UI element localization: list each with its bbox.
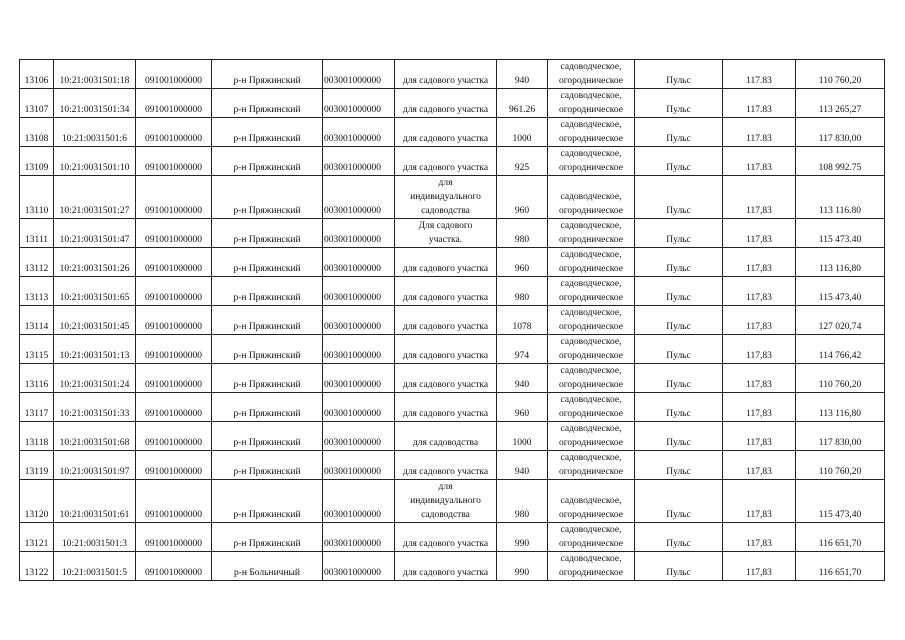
cell-rate: 117,83 [723,422,796,451]
cell-id: 13120 [20,480,54,523]
cell-area: 960 [497,176,548,219]
cell-use [548,176,635,219]
cell-use [548,393,635,422]
cell-cadastral-value: 113 265,27 [796,89,885,118]
cell-use [548,364,635,393]
cell-okato: 091001000000 [136,364,212,393]
cell-organization: Пульс [635,176,723,219]
cell-cadastral-value: 113 116,80 [796,393,885,422]
cell-organization: Пульс [635,277,723,306]
cell-purpose-line: для [438,482,453,492]
cell-code: 003001000000 [323,89,395,118]
cell-cadastral-value: 117 830,00 [796,422,885,451]
cell-okato: 091001000000 [136,480,212,523]
table-row [20,480,885,523]
cell-okato: 091001000000 [136,393,212,422]
table-row [20,335,885,364]
cell-okato: 091001000000 [136,422,212,451]
cell-cadastral-number: 10:21:0031501:45 [54,306,136,335]
cell-area: 960 [497,393,548,422]
cell-cadastral-number: 10:21:0031501:18 [54,60,136,89]
cell-purpose [395,89,497,118]
cell-use-line: огородническое [558,380,624,390]
cell-cadastral-value: 113 116.80 [796,176,885,219]
cell-okato: 091001000000 [136,248,212,277]
cell-use-line: огородническое [558,163,624,173]
cell-organization: Пульс [635,364,723,393]
cell-use-line: садоводческое, [560,120,622,130]
cell-use-line: садоводческое, [560,496,622,506]
cell-id: 13116 [20,364,54,393]
cell-purpose [395,277,497,306]
cell-use-line: огородническое [558,568,624,578]
cell-rate: 117,83 [723,364,796,393]
table-row [20,523,885,552]
cell-okato: 091001000000 [136,523,212,552]
cell-cadastral-value: 108 992.75 [796,147,885,176]
table-row [20,277,885,306]
cell-purpose-line: для садового участка [402,163,489,173]
cell-use-line: садоводческое, [560,279,622,289]
cell-rate: 117,83 [723,277,796,306]
cell-code: 003001000000 [323,60,395,89]
cell-use [548,89,635,118]
cell-district: р-н Пряжинский [212,393,323,422]
table-row [20,118,885,147]
cell-cadastral-number: 10:21:0031501:34 [54,89,136,118]
cell-code: 003001000000 [323,451,395,480]
cell-cadastral-value: 115 473.40 [796,219,885,248]
cell-purpose-line: участка. [428,235,463,245]
cell-district: р-н Пряжинский [212,480,323,523]
cell-use [548,306,635,335]
cell-id: 13117 [20,393,54,422]
cell-use [548,118,635,147]
cell-code: 003001000000 [323,277,395,306]
cell-id: 13115 [20,335,54,364]
cell-use-line: садоводческое, [560,395,622,405]
cell-id: 13119 [20,451,54,480]
cell-area: 960 [497,248,548,277]
cell-organization: Пульс [635,451,723,480]
cell-district: р-н Пряжинский [212,176,323,219]
cell-code: 003001000000 [323,176,395,219]
cell-organization: Пульс [635,60,723,89]
cell-rate: 117,83 [723,552,796,581]
cell-use-line: садоводческое, [560,424,622,434]
cell-purpose [395,480,497,523]
cell-purpose-line: для садового участка [402,134,489,144]
cell-purpose-line: для садового участка [402,409,489,419]
cell-use-line: огородническое [558,293,624,303]
cell-organization: Пульс [635,118,723,147]
cell-use-line: садоводческое, [560,337,622,347]
cell-purpose-line: для [438,178,453,188]
cell-id: 13106 [20,60,54,89]
cell-code: 003001000000 [323,335,395,364]
cell-okato: 091001000000 [136,219,212,248]
cell-id: 13122 [20,552,54,581]
cell-use-line: огородническое [558,467,624,477]
cell-organization: Пульс [635,552,723,581]
cell-id: 13113 [20,277,54,306]
table-row [20,306,885,335]
cell-use-line: огородническое [558,322,624,332]
cell-purpose-line: садоводства [421,510,470,520]
cell-cadastral-number: 10:21:0031501:3 [54,523,136,552]
cell-cadastral-value: 114 766,42 [796,335,885,364]
cell-district: р-н Пряжинский [212,219,323,248]
cell-district: р-н Пряжинский [212,451,323,480]
cell-area: 1000 [497,422,548,451]
cell-id: 13110 [20,176,54,219]
cell-use-line: садоводческое, [560,366,622,376]
cell-purpose-line: для садового участка [402,568,489,578]
cell-cadastral-number: 10:21:0031501:33 [54,393,136,422]
cell-district: р-н Больничный [212,552,323,581]
table-row [20,60,885,89]
cell-district: р-н Пряжинский [212,89,323,118]
cell-cadastral-value: 110 760,20 [796,451,885,480]
cell-area: 974 [497,335,548,364]
cell-use-line: садоводческое, [560,62,622,72]
cell-area: 925 [497,147,548,176]
cell-id: 13109 [20,147,54,176]
cell-district: р-н Пряжинский [212,364,323,393]
cell-use-line: садоводческое, [560,221,622,231]
cell-use [548,523,635,552]
cell-purpose [395,176,497,219]
cell-area: 961.26 [497,89,548,118]
cell-rate: 117,83 [723,306,796,335]
cell-okato: 091001000000 [136,176,212,219]
cell-organization: Пульс [635,523,723,552]
cell-use-line: огородническое [558,351,624,361]
table-row [20,89,885,118]
cell-okato: 091001000000 [136,89,212,118]
cell-area: 940 [497,60,548,89]
cell-use-line: садоводческое, [560,453,622,463]
cell-code: 003001000000 [323,219,395,248]
cell-use [548,552,635,581]
cell-purpose [395,422,497,451]
cell-cadastral-number: 10:21:0031501:26 [54,248,136,277]
cell-district: р-н Пряжинский [212,306,323,335]
cell-purpose-line: для садового участка [402,467,489,477]
cell-area: 980 [497,219,548,248]
cell-okato: 091001000000 [136,306,212,335]
cell-use [548,60,635,89]
cell-use-line: садоводческое, [560,250,622,260]
cell-purpose-line: индивидуального [410,192,481,202]
cell-rate: 117,83 [723,523,796,552]
cell-area: 990 [497,523,548,552]
cell-area: 990 [497,552,548,581]
cell-purpose [395,219,497,248]
cell-cadastral-number: 10:21:0031501:5 [54,552,136,581]
cell-use [548,451,635,480]
cell-use [548,422,635,451]
cell-district: р-н Пряжинский [212,335,323,364]
cell-district: р-н Пряжинский [212,60,323,89]
cell-use-line: садоводческое, [560,308,622,318]
cell-organization: Пульс [635,480,723,523]
table-row [20,422,885,451]
cell-district: р-н Пряжинский [212,118,323,147]
cell-purpose [395,451,497,480]
cell-purpose-line: для садового участка [402,539,489,549]
cell-organization: Пульс [635,306,723,335]
cell-use-line: огородническое [558,510,624,520]
cell-use-line: огородническое [558,539,624,549]
cell-use-line: садоводческое, [560,149,622,159]
cell-purpose [395,364,497,393]
cell-id: 13112 [20,248,54,277]
cell-area: 980 [497,277,548,306]
cell-district: р-н Пряжинский [212,147,323,176]
cell-organization: Пульс [635,89,723,118]
cell-okato: 091001000000 [136,277,212,306]
cell-organization: Пульс [635,422,723,451]
cell-okato: 091001000000 [136,60,212,89]
cell-use-line: садоводческое, [560,554,622,564]
cell-purpose-line: садоводства [421,206,470,216]
cell-purpose [395,552,497,581]
cell-purpose [395,60,497,89]
cell-cadastral-value: 115 473,40 [796,277,885,306]
table-row [20,451,885,480]
cell-use-line: огородническое [558,105,624,115]
cell-cadastral-value: 115 473,40 [796,480,885,523]
cell-cadastral-number: 10:21:0031501:24 [54,364,136,393]
cell-rate: 117.83 [723,60,796,89]
cell-area: 1078 [497,306,548,335]
cell-purpose [395,335,497,364]
cell-rate: 117,83 [723,451,796,480]
table-body [20,60,885,581]
cell-district: р-н Пряжинский [212,277,323,306]
table-row [20,176,885,219]
cell-purpose [395,523,497,552]
cell-area: 980 [497,480,548,523]
cell-code: 003001000000 [323,523,395,552]
cell-cadastral-value: 113 116,80 [796,248,885,277]
cell-use [548,147,635,176]
cell-cadastral-number: 10:21:0031501:61 [54,480,136,523]
cell-use [548,480,635,523]
cell-organization: Пульс [635,147,723,176]
cell-district: р-н Пряжинский [212,523,323,552]
cell-use-line: огородническое [558,264,624,274]
cell-id: 13107 [20,89,54,118]
cell-purpose [395,393,497,422]
cell-rate: 117.83 [723,89,796,118]
cell-id: 13114 [20,306,54,335]
cell-rate: 117.83 [723,118,796,147]
table-row [20,393,885,422]
cell-organization: Пульс [635,335,723,364]
cell-purpose [395,147,497,176]
cell-code: 003001000000 [323,306,395,335]
table-row [20,147,885,176]
cell-cadastral-number: 10:21:0031501:6 [54,118,136,147]
cell-purpose-line: для садового участка [402,76,489,86]
cell-rate: 117,83 [723,393,796,422]
cell-purpose-line: для садового участка [402,351,489,361]
cell-okato: 091001000000 [136,451,212,480]
table-row [20,248,885,277]
cell-cadastral-value: 116 651,70 [796,552,885,581]
cell-purpose [395,118,497,147]
cell-use [548,277,635,306]
cell-area: 1000 [497,118,548,147]
cell-okato: 091001000000 [136,118,212,147]
cell-district: р-н Пряжинский [212,248,323,277]
cell-purpose-line: для садового участка [402,293,489,303]
cell-cadastral-value: 110 760,20 [796,60,885,89]
cell-use-line: огородническое [558,76,624,86]
cell-use-line: огородническое [558,235,624,245]
cell-cadastral-value: 117 830,00 [796,118,885,147]
cell-code: 003001000000 [323,118,395,147]
cell-use-line: садоводческое, [560,192,622,202]
cell-cadastral-number: 10:21:0031501:65 [54,277,136,306]
cell-cadastral-value: 110 760,20 [796,364,885,393]
cell-cadastral-number: 10:21:0031501:27 [54,176,136,219]
cell-cadastral-number: 10:21:0031501:97 [54,451,136,480]
cell-okato: 091001000000 [136,335,212,364]
cell-area: 940 [497,451,548,480]
cell-organization: Пульс [635,248,723,277]
cell-code: 003001000000 [323,422,395,451]
cell-code: 003001000000 [323,147,395,176]
cell-rate: 117,83 [723,219,796,248]
table-row [20,552,885,581]
cell-code: 003001000000 [323,248,395,277]
cell-use [548,219,635,248]
cell-cadastral-value: 127 020,74 [796,306,885,335]
cell-use [548,248,635,277]
cell-purpose [395,248,497,277]
cell-code: 003001000000 [323,552,395,581]
cell-id: 13121 [20,523,54,552]
cell-purpose-line: для садоводства [412,438,479,448]
cell-rate: 117,83 [723,176,796,219]
cell-purpose-line: для садового участка [402,264,489,274]
cell-use-line: огородническое [558,409,624,419]
cell-rate: 117,83 [723,480,796,523]
cell-id: 13111 [20,219,54,248]
cell-cadastral-number: 10:21:0031501:47 [54,219,136,248]
cell-rate: 117,83 [723,248,796,277]
cell-code: 003001000000 [323,393,395,422]
cell-use-line: огородническое [558,206,624,216]
cell-purpose-line: для садового участка [402,380,489,390]
cell-use-line: огородническое [558,438,624,448]
cell-purpose-line: Для садового [418,221,473,231]
cell-rate: 117.83 [723,147,796,176]
cell-area: 940 [497,364,548,393]
cell-use-line: огородническое [558,134,624,144]
cell-use-line: садоводческое, [560,525,622,535]
table-row [20,364,885,393]
cell-cadastral-number: 10:21:0031501:68 [54,422,136,451]
cell-code: 003001000000 [323,480,395,523]
cell-purpose-line: для садового участка [402,322,489,332]
cell-use-line: садоводческое, [560,91,622,101]
cell-id: 13118 [20,422,54,451]
cell-cadastral-number: 10:21:0031501:10 [54,147,136,176]
cell-organization: Пульс [635,393,723,422]
table-row [20,219,885,248]
cell-id: 13108 [20,118,54,147]
cell-code: 003001000000 [323,364,395,393]
cell-purpose-line: индивидуального [410,496,481,506]
cell-cadastral-number: 10:21:0031501:13 [54,335,136,364]
cell-cadastral-value: 116 651,70 [796,523,885,552]
cell-organization: Пульс [635,219,723,248]
cell-rate: 117,83 [723,335,796,364]
cell-purpose-line: для садового участка [402,105,489,115]
cell-use [548,335,635,364]
cell-okato: 091001000000 [136,552,212,581]
cell-purpose [395,306,497,335]
cell-district: р-н Пряжинский [212,422,323,451]
cell-okato: 091001000000 [136,147,212,176]
land-plot-table [19,59,885,581]
